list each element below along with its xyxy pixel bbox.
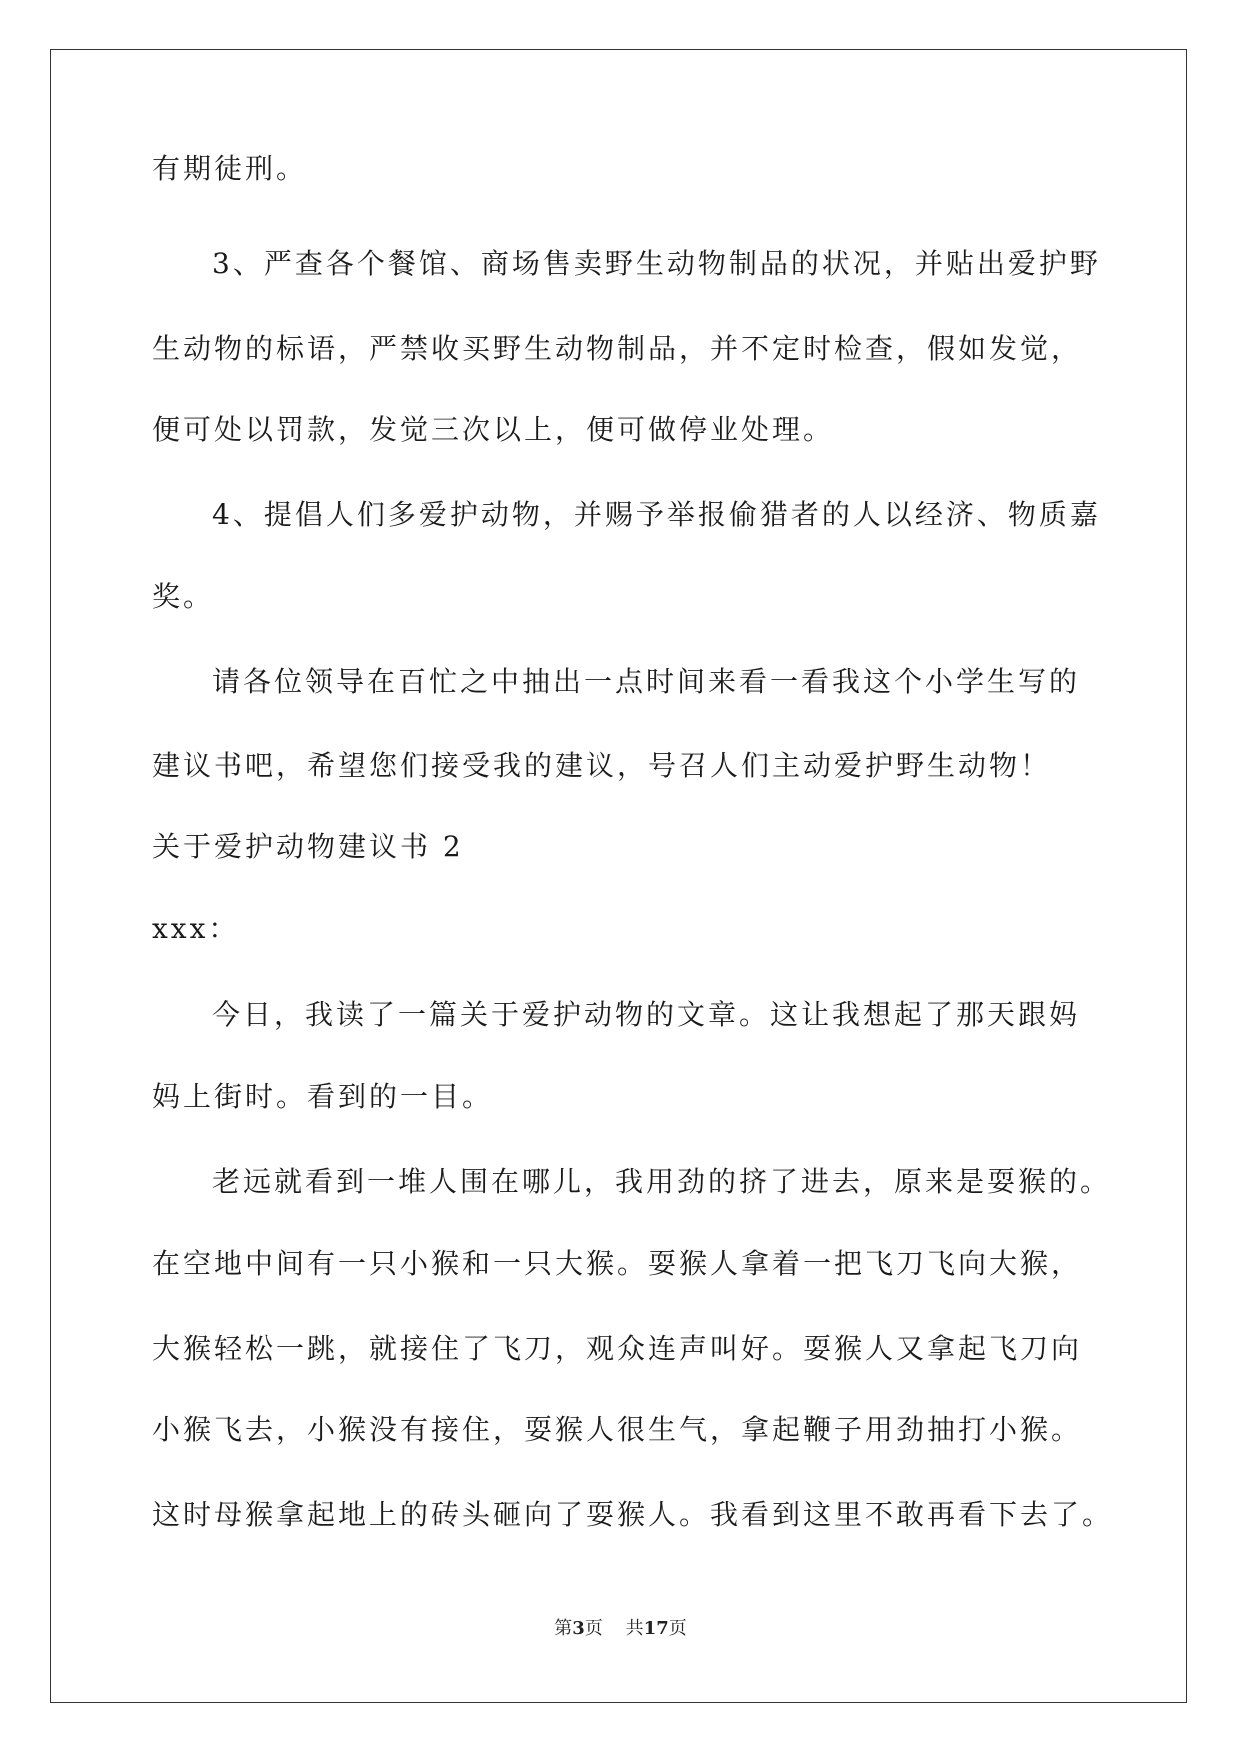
text-line: 便可处以罚款，发觉三次以上，便可做停业处理。: [152, 413, 835, 446]
text-line: 这时母猴拿起地上的砖头砸向了耍猴人。我看到这里不敢再看下去了。: [152, 1498, 1114, 1531]
current-page-number: 3: [572, 1618, 585, 1639]
text-line: xxx：: [152, 912, 240, 945]
text-line: 生动物的标语，严禁收买野生动物制品，并不定时检查，假如发觉，: [152, 332, 1083, 365]
text-line: 奖。: [152, 580, 215, 613]
footer-middle: 页 共: [584, 1618, 644, 1639]
text-line: 有期徒刑。: [152, 152, 308, 185]
text-line: 关于爱护动物建议书 2: [152, 830, 464, 863]
page-footer: [0, 1617, 1241, 1641]
text-line: 妈上街时。看到的一目。: [152, 1080, 494, 1113]
text-line: 小猴飞去，小猴没有接住，耍猴人很生气，拿起鞭子用劲抽打小猴。: [152, 1413, 1083, 1446]
footer-suffix: 页: [668, 1618, 687, 1639]
page-border: [50, 49, 1187, 1703]
text-line: 今日，我读了一篇关于爱护动物的文章。这让我想起了那天跟妈: [212, 998, 1081, 1031]
text-line: 在空地中间有一只小猴和一只大猴。耍猴人拿着一把飞刀飞向大猴，: [152, 1247, 1083, 1280]
text-line: 4、提倡人们多爱护动物，并赐予举报偷猎者的人以经济、物质嘉: [212, 498, 1101, 531]
footer-prefix: 第: [554, 1618, 573, 1639]
text-line: 请各位领导在百忙之中抽出一点时间来看一看我这个小学生写的: [212, 665, 1081, 698]
text-line: 3、严查各个餐馆、商场售卖野生动物制品的状况，并贴出爱护野: [212, 247, 1101, 280]
total-page-count: 17: [643, 1618, 669, 1639]
text-line: 大猴轻松一跳，就接住了飞刀，观众连声叫好。耍猴人又拿起飞刀向: [152, 1332, 1083, 1365]
text-line: 老远就看到一堆人围在哪儿，我用劲的挤了进去，原来是耍猴的。: [212, 1165, 1112, 1198]
text-line: 建议书吧，希望您们接受我的建议，号召人们主动爱护野生动物！: [152, 749, 1052, 782]
